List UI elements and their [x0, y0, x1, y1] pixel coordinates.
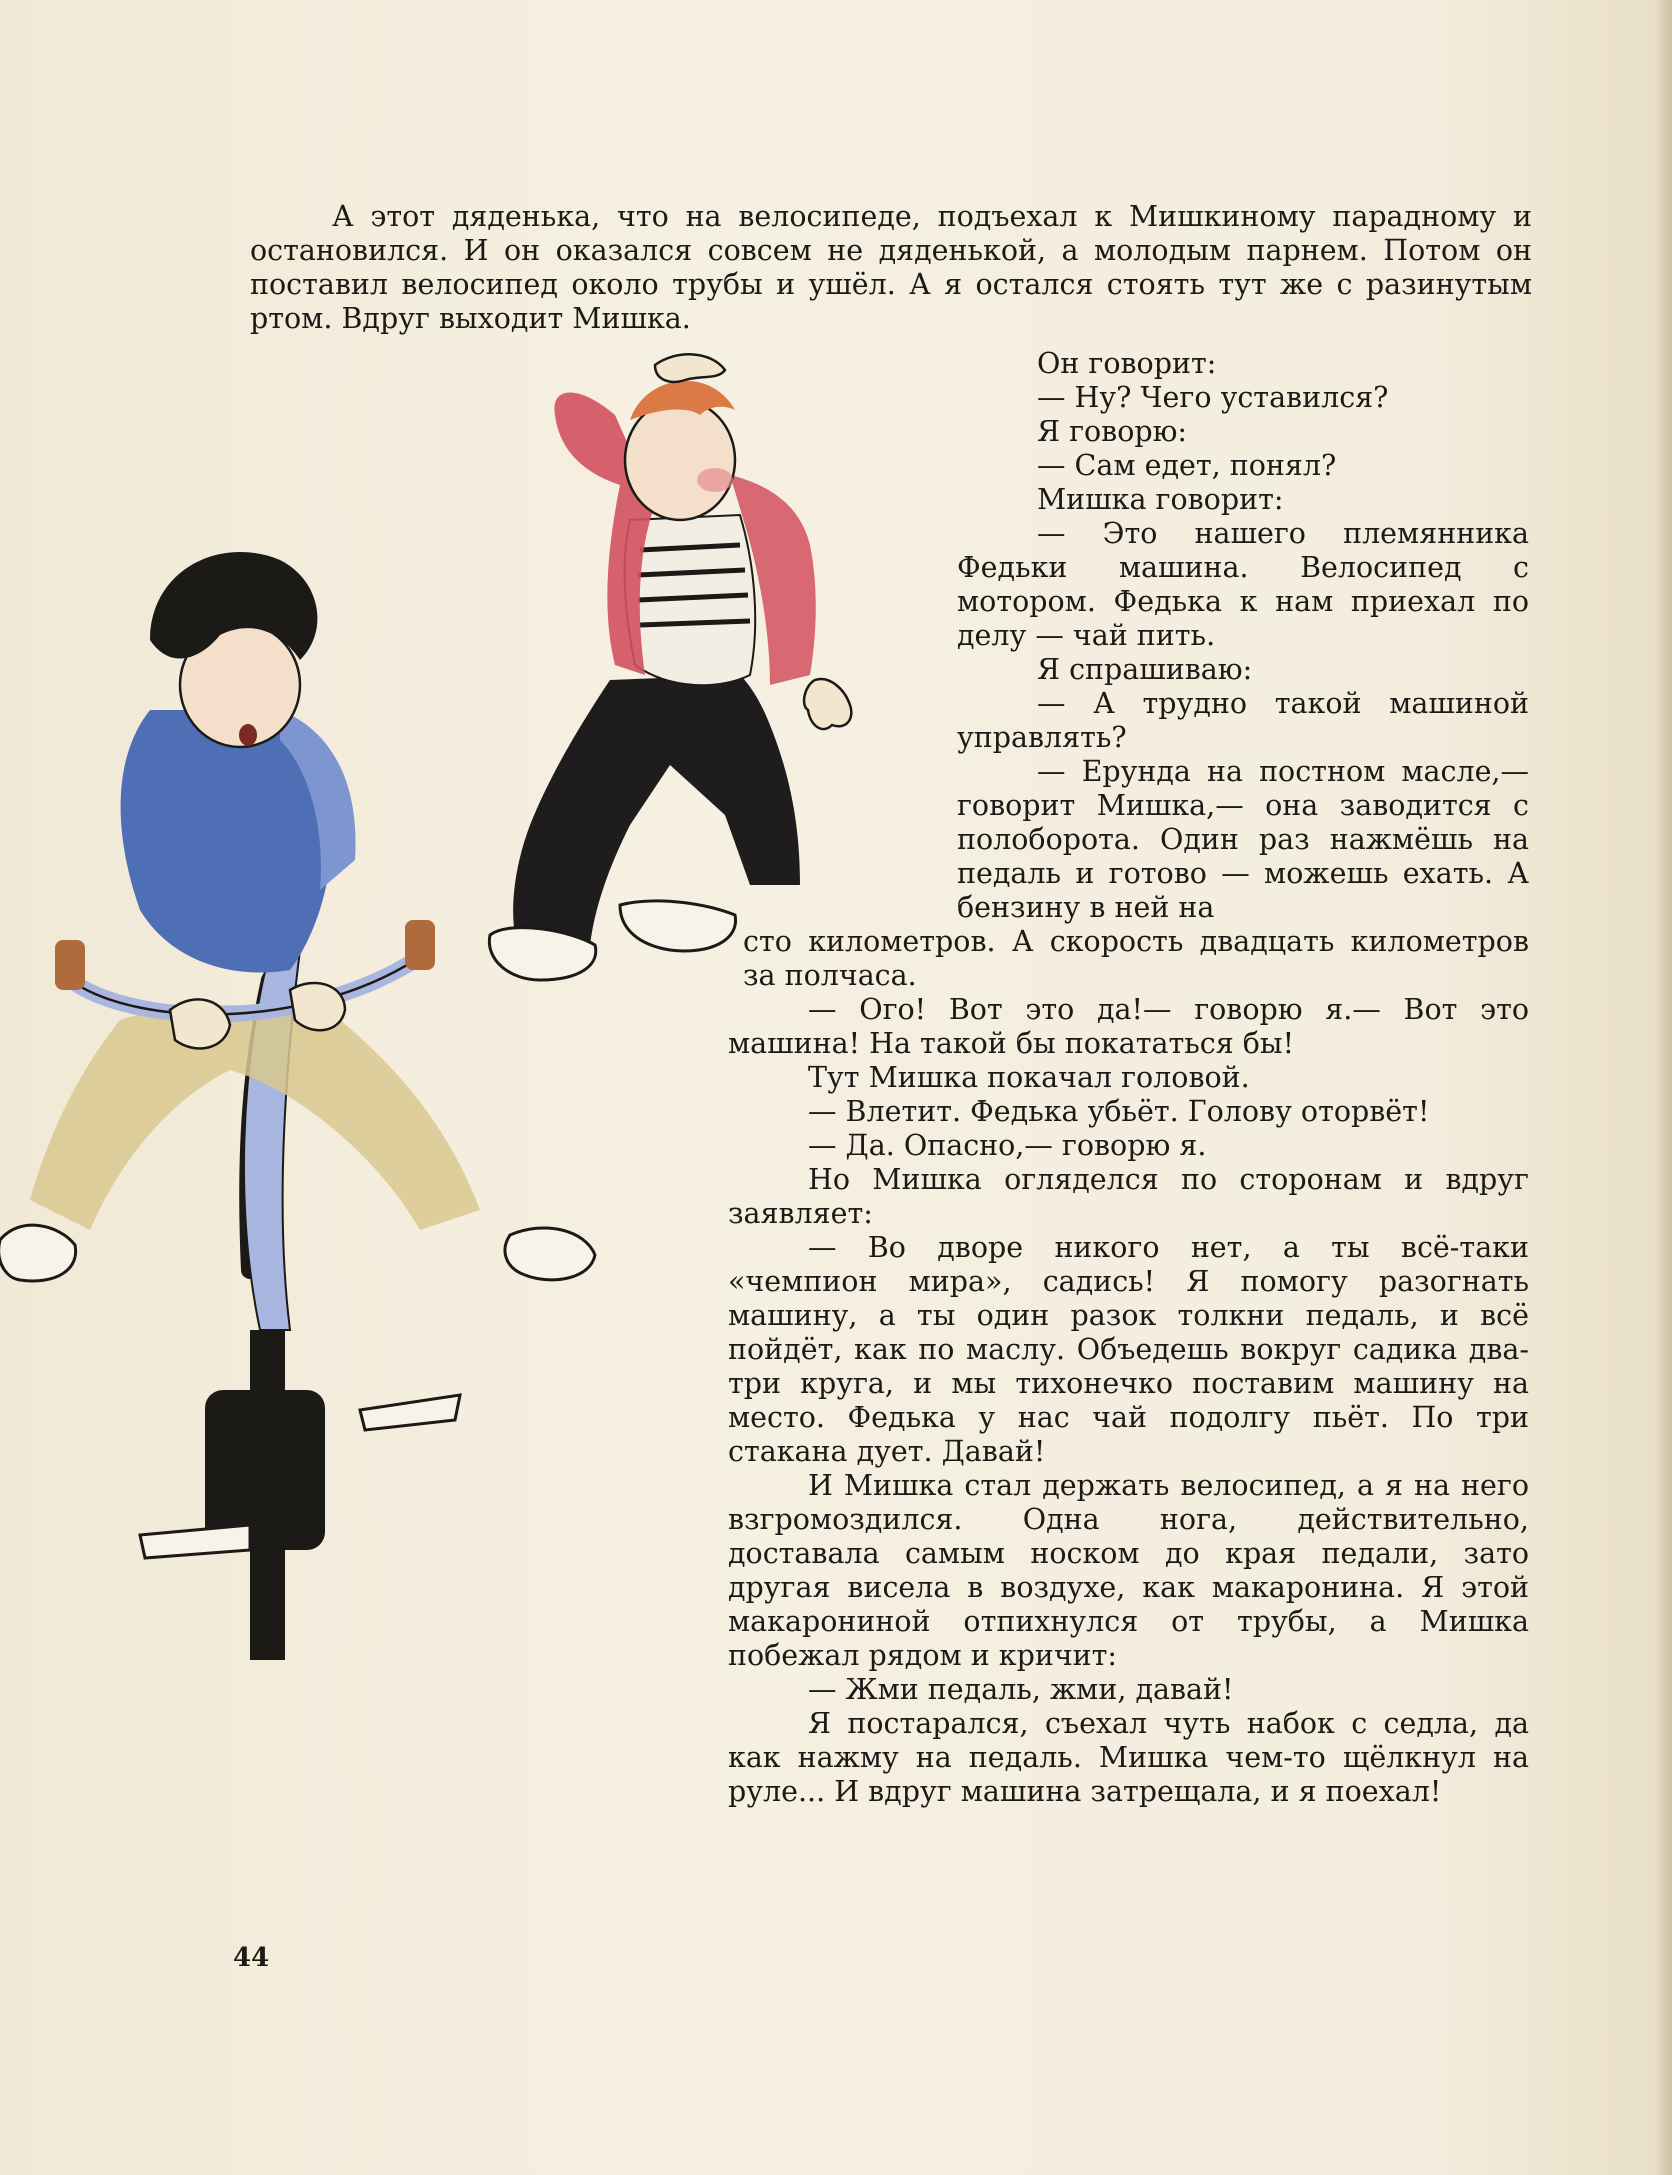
dialogue-line: Тут Мишка покачал головой. — [808, 1061, 1250, 1094]
dialogue-line: Я говорю: — [1037, 415, 1188, 448]
right-grip — [405, 920, 435, 970]
dialogue-line: — Да. Опасно,— говорю я. — [808, 1129, 1207, 1162]
right-hand — [804, 679, 851, 729]
dialogue-column-lower — [728, 993, 1529, 1809]
dialogue-line: Но Мишка огляделся по сторонам и вдруг заявляет: — [728, 1163, 1529, 1230]
page-number: 44 — [233, 1943, 270, 1973]
dialogue-line: Он говорит: — [1037, 347, 1217, 380]
dialogue-line: — Жми педаль, жми, давай! — [808, 1673, 1234, 1706]
left-grip — [55, 940, 85, 990]
bicycle-pedal — [360, 1395, 460, 1430]
open-mouth — [239, 724, 257, 746]
dialogue-line: — Ого! Вот это да!— говорю я.— Вот это машина! На такой бы покататься бы! — [728, 993, 1529, 1060]
cheek — [697, 468, 733, 492]
page-gutter-shadow — [1654, 0, 1672, 2175]
right-shoe — [505, 1228, 595, 1280]
left-shoe — [0, 1225, 76, 1281]
dialogue-line: сто километров. А скорость двадцать километров за полчаса. — [743, 925, 1529, 992]
dialogue-line: — Влетит. Федька убьёт. Голову оторвёт! — [808, 1095, 1430, 1128]
right-shoe — [620, 901, 736, 951]
bicycle-pedal-left — [140, 1525, 250, 1558]
right-hand — [290, 983, 345, 1030]
dialogue-line: — Во дворе никого нет, а ты всё-таки «чемпион мира», садись! Я помогу разогнать машину, а ты один разок толкни педаль, и всё пойдёт, как по маслу. Объедешь вокруг садика два-три круга, и мы тихонечко поставим машину на место. Федька у нас чай подолгу пьёт. По три стакана дует. Давай! — [728, 1231, 1529, 1468]
dialogue-line: — Это нашего племянника Федьки машина. Велосипед с мотором. Федька к нам приехал по делу — чай пить. — [957, 517, 1529, 652]
dialogue-line: Я постарался, съехал чуть набок с седла, да как нажму на педаль. Мишка чем-то щёлкнул на руле... И вдруг машина затрещала, и я поехал! — [728, 1707, 1529, 1808]
dialogue-column-upper — [957, 347, 1529, 925]
dialogue-line: И Мишка стал держать велосипед, а я на него взгромоздился. Одна нога, действительно, доставала самым носком до края педали, зато другая висела в воздухе, как макаронина. Я этой макарониной отпихнулся от трубы, а Мишка побежал рядом и кричит: — [728, 1469, 1529, 1672]
boy-head — [625, 400, 735, 520]
dialogue-line: — Сам едет, понял? — [1037, 449, 1337, 482]
dialogue-line: Мишка говорит: — [1037, 483, 1284, 516]
dialogue-line: — Ну? Чего уставился? — [1037, 381, 1389, 414]
intro-paragraph: А этот дяденька, что на велосипеде, подъехал к Мишкиному парадному и остановился. И он оказался совсем не дяденькой, а молодым парнем. Потом он поставил велосипед около трубы и ушёл. А я остался стоять тут же с разинутым ртом. Вдруг выходит Мишка. — [250, 200, 1532, 335]
dialogue-line: Я спрашиваю: — [1037, 653, 1253, 686]
hand-on-head — [655, 354, 725, 382]
illustration-boy-on-bicycle — [0, 510, 620, 1860]
left-hand — [170, 999, 230, 1048]
dialogue-line: — Ерунда на постном масле,— говорит Мишка,— она заводится с полоборота. Один раз нажмёшь на педаль и готово — можешь ехать. А бензину в ней на — [957, 755, 1529, 924]
dialogue-line: — А трудно такой машиной управлять? — [957, 687, 1529, 754]
